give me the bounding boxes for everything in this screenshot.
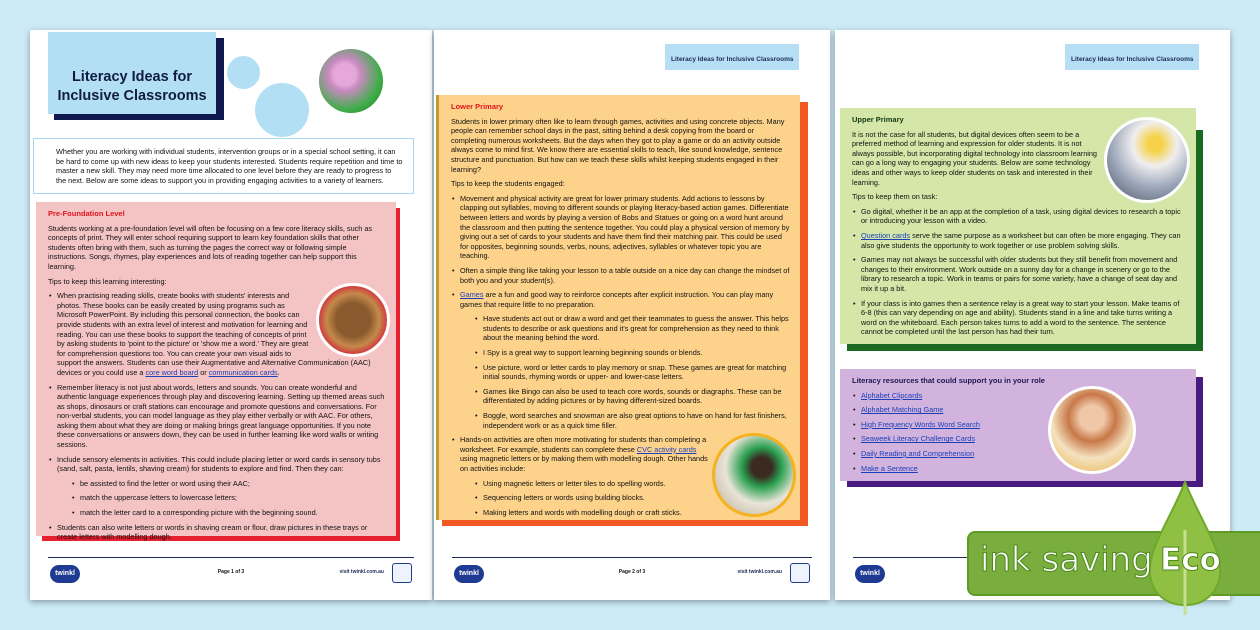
pre-foundation-box [36, 202, 396, 542]
resource-item [852, 405, 1186, 415]
page-number: Page 1 of 3 [217, 569, 245, 575]
bullet-text: When practising reading skills, create books with students' interests and photos. These books can be easily created by using programs such as Microsoft PowerPoint. By including this personal connection, the books can provide students with an extra level of interest and motivation for learning and reading. You can use these books to support the teaching of concepts of print by asking students to 'point to the picture' or 'show me a word.' They are great for comprehension questions too. You can create your own visual aids to support the answers. Students can use their Augmentative and Alternative Communication (AAC) devices or you could use a [57, 291, 371, 377]
lower-primary-tips: Tips to keep the students engaged: [451, 179, 565, 189]
upper-primary-box [840, 108, 1196, 344]
pre-foundation-bullet: • Students can also write letters or words in shaving cream or flour, draw pictures in these trays or create letters with modelling dough. [48, 523, 386, 542]
bullet-text: serve the same purpose as a worksheet but can often be more engaging. They can also give students the opportunity to work together or use problem solving skills. [861, 230, 1181, 250]
pre-foundation-bullet [48, 455, 386, 518]
twinkl-logo: twinkl [454, 565, 484, 583]
footer [48, 557, 414, 587]
decor-circle-large [255, 83, 309, 137]
bullet-text: . [277, 367, 280, 377]
quality-badge-icon [392, 563, 412, 583]
students-reading-photo [316, 46, 386, 116]
resource-item [852, 464, 1186, 474]
upper-primary-para: It is not the case for all students, but digital devices often seem to be a preferred method of learning and expression for older students. It is not always possible, but incorporating digital technology into classroom learning can go a long way to engaging your students. Below are some technology ideas and other ways to keep older students on task and interested in their learning. [852, 129, 1097, 187]
word-search-link[interactable]: High Frequency Words Word Search [861, 419, 980, 429]
lower-primary-bullet: • Often a simple thing like taking your lesson to a table outside on a nice day can change the mindset of both you and your student(s). [451, 266, 790, 285]
ink-saving-label: ink saving [980, 540, 1153, 580]
communication-cards-link[interactable]: communication cards [208, 367, 278, 377]
intro-text: Whether you are working with individual students, intervention groups or in a special school setting, it can be hard to come up with new ideas to keep your students interested. Students require repetition and time to master a new skill. They may need more time allocated to one level before they are ready to progress to the next. Below are some ideas to support you in providing engaging activities to a variety of learners. [56, 147, 403, 185]
sub-bullet: • be assisted to find the letter or word using their AAC; [71, 479, 386, 489]
header-tab: Literacy Ideas for Inclusive Classrooms [665, 44, 799, 70]
resources-box [840, 369, 1196, 481]
alphabet-clipcards-link[interactable]: Alphabet Clipcards [861, 390, 923, 400]
upper-primary-bullet: • Go digital, whether it be an app at the completion of a task, using digital devices to research a topic or introducing your lesson with a video. [852, 207, 1186, 226]
bullet-text: using magnetic letters or by making them with modelling dough. Other hands on activities include: [460, 454, 708, 473]
hands-on-activity-photo [712, 433, 796, 517]
sub-bullet: • Have students act out or draw a word and get their teammates to guess the answer. This helps students to describe or ask questions and it's great for comprehension as they need to think about the meaning behind the word. [474, 314, 790, 343]
lower-primary-para: Students in lower primary often like to learn through games, activities and using concrete objects. Many people can remember school days in the past, sitting behind a desk copying from the board or completing numerous worksheets. But the days when they got to play a game or do an activity outside always come to mind first. We know there are essential skills to teach, like sound knowledge, sentence structure and punctuation. But how can we teach these skills whilst keeping students engaged in their learning? [451, 116, 785, 174]
resources-heading: Literacy resources that could support you in your role [852, 376, 1045, 385]
upper-primary-bullet: • Games may not always be successful with older students but they still benefit from movement and changes to their environment. Work outside on a sunny day for a change in scenery or go to the library to research a topic. Work in teams or pairs for some variety, have a change of seat day and mix it up a bit. [852, 255, 1186, 293]
upper-primary-bullet [852, 231, 1186, 250]
eco-label: Eco [1160, 542, 1221, 578]
header-tab: Literacy Ideas for Inclusive Classrooms [1065, 44, 1199, 70]
lower-primary-bullet [451, 435, 790, 517]
intro-box [33, 138, 414, 194]
resource-item [852, 449, 1186, 459]
sub-bullet: • Use picture, word or letter cards to play memory or snap. These games are great for matching initial sounds, rhyming words or upper- and lower-case letters. [474, 363, 790, 382]
games-link[interactable]: Games [460, 290, 484, 300]
lower-primary-heading: Lower Primary [451, 102, 504, 111]
upper-primary-bullet: • If your class is into games then a sentence relay is a great way to start your lesson. Make teams of 6-8 (this can vary depending on age and ability). Students stand in a line and take turns writing a word on the whiteboard. Each person takes turns to add a word to the sentence. The sentence cannot be completed until the last person has had their turn. [852, 299, 1186, 337]
resource-item [852, 420, 1186, 430]
sub-bullet: • match the uppercase letters to lowercase letters; [71, 493, 386, 503]
bullet-text: Hands-on activities are often more motivating for students than completing a worksheet. For example, students can complete these [460, 435, 707, 454]
make-a-sentence-link[interactable]: Make a Sentence [861, 463, 918, 473]
lower-primary-box [436, 95, 800, 520]
footer [452, 557, 812, 587]
resource-item [852, 434, 1186, 444]
seaweek-cards-link[interactable]: Seaweek Literacy Challenge Cards [861, 434, 975, 444]
sub-bullet: • Sequencing letters or words using building blocks. [474, 493, 790, 503]
pre-foundation-para: Students working at a pre-foundation level will often be focusing on a few core literacy skills, such as concepts of print. They will enter school requiring support to learn key foundation skills that other students often bring with them, such as turning the pages the correct way or following simple instructions. Songs, rhymes, play experiences and lots of reading together can help support this learning. [48, 223, 373, 271]
question-cards-link[interactable]: Question cards [861, 230, 911, 240]
daily-reading-link[interactable]: Daily Reading and Comprehension [861, 448, 975, 458]
alphabet-matching-game-link[interactable]: Alphabet Matching Game [861, 405, 944, 415]
visit-link[interactable]: visit twinkl.com.au [737, 569, 782, 575]
core-word-board-link[interactable]: core word board [145, 367, 199, 377]
lower-primary-bullet [451, 290, 790, 430]
cvc-activity-cards-link[interactable]: CVC activity cards [636, 444, 697, 454]
sub-bullet: • Making letters and words with modelling dough or craft sticks. [474, 508, 790, 518]
upper-primary-tips: Tips to keep them on task: [852, 192, 938, 202]
page-1 [30, 30, 432, 600]
upper-primary-heading: Upper Primary [852, 115, 904, 124]
resource-item [852, 391, 1186, 401]
pre-foundation-bullet: • Remember literacy is not just about words, letters and sounds. You can create wonderful and authentic language experiences through play and discovering learning. Setting up themed areas such as shops, dinosaurs or craft stations can encourage and promote questions and conversations. For non-verbal students, you can model language as they play either verbally or with AAC. For others, asking them about what they are doing or making brings great language opportunities. If you note these conversations or answers down, they can be used in further learning like word walls or writing sessions. [48, 383, 386, 450]
sub-bullet: • I Spy is a great way to support learning beginning sounds or blends. [474, 348, 790, 358]
sub-bullet: • Boggle, word searches and snowman are also great options to have on hand for fast finishers, independent work or as a quick time filler. [474, 411, 790, 430]
lower-primary-bullet: • Movement and physical activity are great for lower primary students. Add actions to lessons by clapping out syllables, moving to different sounds or playing literacy-based action games. Differentiate between letters and words by playing a version of Bobs and Statues or going on a word hunt around the classroom and then putting the sentence together. You could play a physical version of memory by giving out a set of cards to your students and have them find their matching pair. This could be used for opposites, beginning sounds, verbs, nouns, adjectives, syllables or whatever topic you are teaching. [451, 194, 790, 261]
quality-badge-icon [790, 563, 810, 583]
bullet-text: or [198, 367, 209, 377]
visit-link[interactable]: visit twinkl.com.au [339, 569, 384, 575]
bullet-text: are a fun and good way to reinforce concepts after explicit instruction. You can play many games that require little to no preparation. [460, 290, 774, 309]
title-line-1: Literacy Ideas for [71, 69, 193, 85]
twinkl-logo: twinkl [50, 565, 80, 583]
page-number: Page 2 of 3 [618, 569, 646, 575]
pre-foundation-tips: Tips to keep this learning interesting: [48, 276, 167, 286]
title-box [48, 32, 216, 114]
sub-bullet: • match the letter card to a corresponding picture with the beginning sound. [71, 508, 386, 518]
digital-classroom-photo [1104, 117, 1190, 203]
pre-foundation-bullet [48, 291, 386, 377]
sub-bullet: • Games like Bingo can also be used to teach core words, sounds or diagraphs. These can be differentiated by adding pictures or by having different-sized boards. [474, 387, 790, 406]
pre-foundation-heading: Pre-Foundation Level [48, 209, 125, 218]
bullet-text: Include sensory elements in activities. This could include placing letter or word cards in sensory tubs (sand, salt, pasta, lentils, shaving cream) for students to explore and find. Then they can: [57, 454, 381, 474]
decor-circle-small [227, 56, 260, 89]
title-line-2: Inclusive Classrooms [57, 88, 207, 104]
sub-bullet: • Using magnetic letters or letter tiles to do spelling words. [474, 479, 790, 489]
twinkl-logo: twinkl [855, 565, 885, 583]
page-2 [434, 30, 830, 600]
